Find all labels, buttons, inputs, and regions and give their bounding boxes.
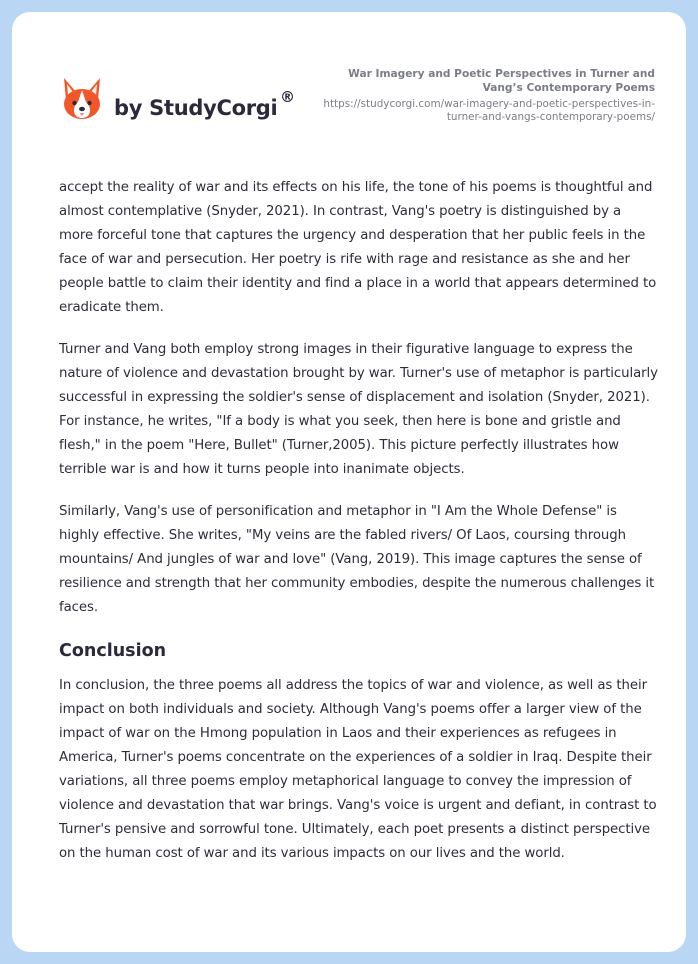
article-body xyxy=(59,176,659,884)
conclusion-heading: Conclusion xyxy=(59,641,167,661)
corgi-icon xyxy=(60,76,104,122)
body-paragraph-1: accept the reality of war and its effects on his life, the tone of his poems is thoughtful and almost contemplative (Snyder, 2021). In contrast, Vang's poetry is distinguished by a more forceful tone that captures the urgency and desperation that her public feels in the face of war and persecution. Her poetry is rife with rage and resistance as she and her people battle to claim their identity and find a place in a world that appears determined to eradicate them. xyxy=(59,180,657,315)
brand-name: by StudyCorgi xyxy=(114,96,278,120)
conclusion-paragraph: In conclusion, the three poems all address the topics of war and violence, as well as their impact on both individuals and society. Although Vang's poems offer a larger view of the impact of war on the Hmong population in Laos and their experiences as refugees in America, Turner's poems concentrate on the experiences of a soldier in Iraq. Despite their variations, all three poems employ metaphorical language to convey the impression of violence and devastation that war brings. Vang's voice is urgent and defiant, in contrast to Turner's pensive and sorrowful tone. Ultimately, each poet presents a distinct perspective on the human cost of war and its various impacts on our lives and the world. xyxy=(59,678,657,861)
document-header xyxy=(305,67,655,124)
document-url[interactable]: https://studycorgi.com/war-imagery-and-poetic-perspectives-in-turner-and-vangs-contemporary-poems/ xyxy=(323,98,655,123)
body-paragraph-2: Turner and Vang both employ strong images in their figurative language to express the nature of violence and devastation brought by war. Turner's use of metaphor is particularly successful in expressing the soldier's sense of displacement and isolation (Snyder, 2021). For instance, he writes, "If a body is what you seek, then here is bone and gristle and flesh," in the poem "Here, Bullet" (Turner,2005). This picture perfectly illustrates how terrible war is and how it turns people into inanimate objects. xyxy=(59,342,658,477)
registered-mark: ® xyxy=(280,88,295,106)
studycorgi-logo[interactable] xyxy=(60,76,310,140)
document-page xyxy=(12,12,686,952)
body-paragraph-3: Similarly, Vang's use of personification and metaphor in "I Am the Whole Defense" is highly effective. She writes, "My veins are the fabled rivers/ Of Laos, coursing through mountains/ And jungles of war and love" (Vang, 2019). This image captures the sense of resilience and strength that her community embodies, despite the numerous challenges it faces. xyxy=(59,504,655,615)
document-title: War Imagery and Poetic Perspectives in Turner and Vang’s Contemporary Poems xyxy=(348,68,655,94)
